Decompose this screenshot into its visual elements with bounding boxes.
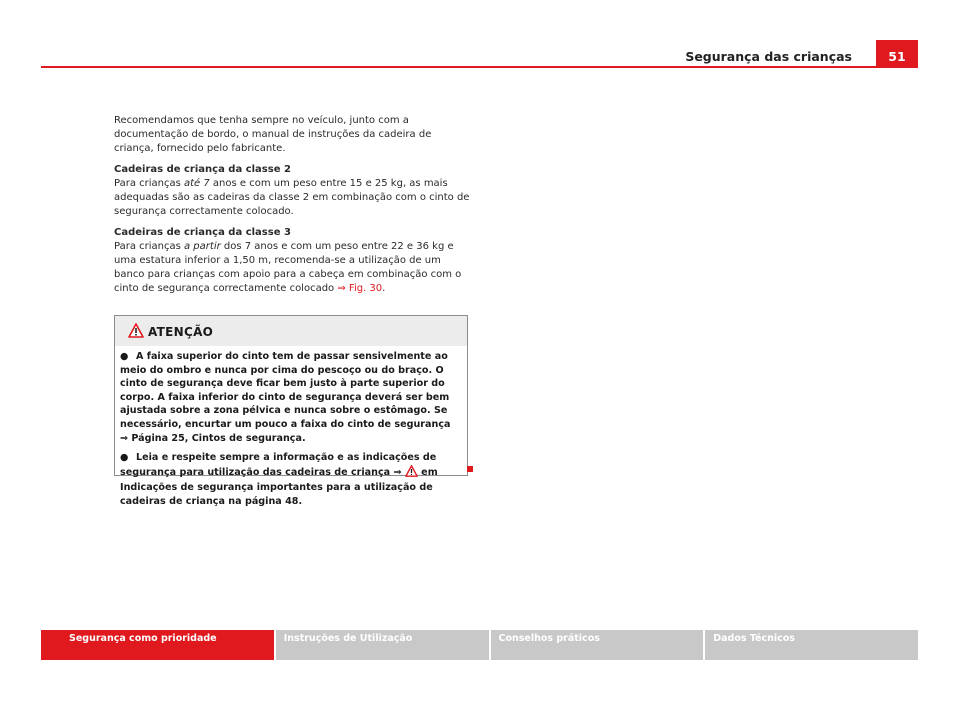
class3-heading: Cadeiras de criança da classe 3 <box>114 227 291 238</box>
figure-reference-link[interactable]: ⇒ Fig. 30 <box>337 283 383 294</box>
bullet-1: ● <box>120 351 129 362</box>
section-end-marker <box>467 466 473 472</box>
footer-navigation <box>41 630 918 660</box>
warning-header <box>115 316 467 346</box>
class2-paragraph <box>114 177 472 219</box>
class2-text-before: Para crianças <box>114 178 184 189</box>
main-content <box>114 114 472 303</box>
class3-text-after: dos 7 anos e com um peso entre 22 e 36 kg e uma estatura inferior a 1,50 m, recomenda-se a utilização de um banco para crianças com apoio para a cabeça em combinação com o cinto de segurança correctamente colocado <box>114 241 462 294</box>
class2-emphasis: até 7 <box>184 178 210 189</box>
page-header-title: Segurança das crianças <box>685 49 852 64</box>
footer-tab-conselhos[interactable]: Conselhos práticos <box>489 630 704 660</box>
warning-item-1-text: A faixa superior do cinto tem de passar sensivelmente ao meio do ombro e nunca por cima do pescoço ou do braço. O cinto de segurança deve ficar bem justo à parte superior do corpo. A faixa inferior do cinto de segurança deverá ser bem ajustada sobre a zona pélvica e nunca sobre o estômago. Se necessário, encurtar um pouco a faixa do cinto de segurança ⇒ Página 25, Cintos de segurança. <box>120 351 451 444</box>
footer-tab-seguranca[interactable]: Segurança como prioridade <box>41 630 274 660</box>
class2-text-after: anos e com um peso entre 15 e 25 kg, as mais adequadas são as cadeiras da classe 2 em combinação com o cinto de segurança correctamente colocado. <box>114 178 470 217</box>
intro-paragraph: Recomendamos que tenha sempre no veículo, junto com a documentação de bordo, o manual de instruções da cadeira de criança, fornecido pelo fabricante. <box>114 115 432 154</box>
class3-emphasis: a partir <box>184 241 221 252</box>
inline-warning-icon[interactable] <box>405 465 418 482</box>
header-divider <box>41 66 918 68</box>
warning-body <box>115 346 467 509</box>
warning-item-2-text-before: Leia e respeite sempre a informação e as indicações de segurança para utilização das cadeiras de criança ⇒ <box>120 452 437 478</box>
page-number: 51 <box>876 40 918 68</box>
warning-triangle-icon <box>128 323 144 342</box>
warning-item-2 <box>120 451 459 508</box>
class3-end: . <box>382 283 386 294</box>
class2-heading: Cadeiras de criança da classe 2 <box>114 164 291 175</box>
class3-paragraph <box>114 240 472 296</box>
warning-item-2-text-after: em Indicações de segurança importantes para a utilização de cadeiras de criança na página 48. <box>120 466 438 507</box>
footer-tab-instrucoes[interactable]: Instruções de Utilização <box>274 630 489 660</box>
warning-box <box>114 315 468 507</box>
warning-title: ATENÇÃO <box>148 325 214 339</box>
class3-text-before: Para crianças <box>114 241 184 252</box>
bullet-2: ● <box>120 452 129 464</box>
warning-item-1 <box>120 350 459 445</box>
footer-tab-dados[interactable]: Dados Técnicos <box>703 630 918 660</box>
